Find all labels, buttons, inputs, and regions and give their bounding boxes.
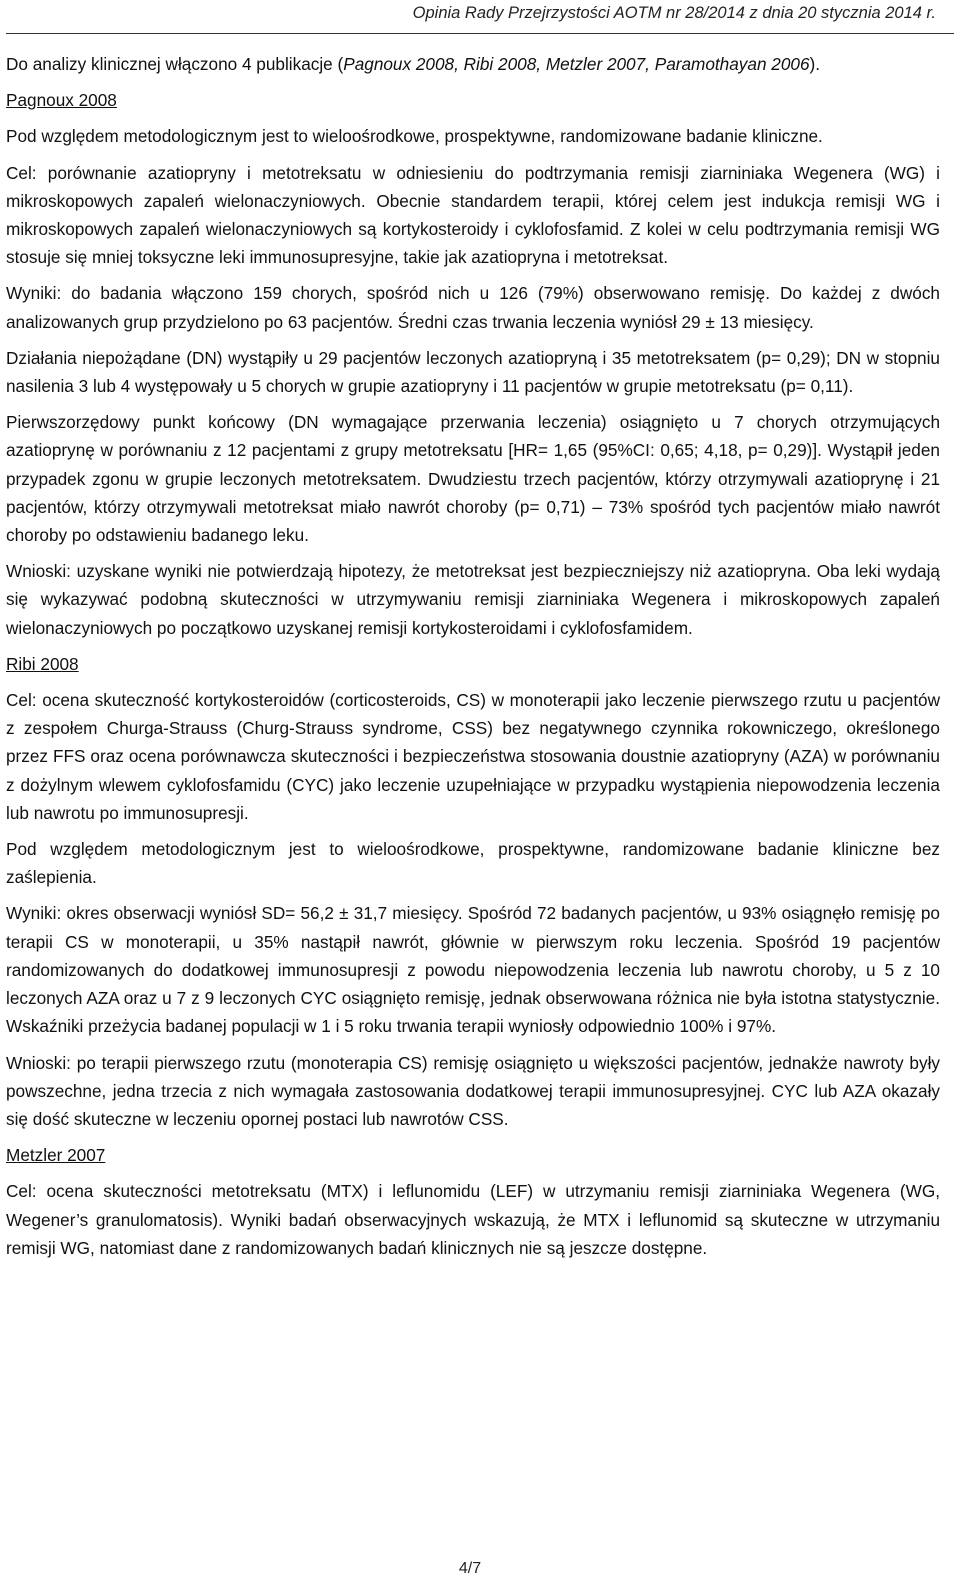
pagnoux-aim: Cel: porównanie azatiopryny i metotreksatu w odniesieniu do podtrzymania remisji ziarniniaka Wegenera (WG) i mikroskopowych zapaleń wielonaczyniowych. Obecnie standardem terapii, której celem jest indukcja remisji WG i mikroskopowych zapaleń wielonaczyniowych są kortykosteroidy i cyklofosfamid. Z kolei w celu podtrzymania remisji WG stosuje się mniej toksyczne leki immunosupresyjne, takie jak azatiopryna i metotreksat. [6,162,940,268]
pagnoux-endpoint: Pierwszorzędowy punkt końcowy (DN wymagające przerwania leczenia) osiągnięto u 7 chorych otrzymujących azatioprynę w porównaniu z 12 pacjentami z grupy metotreksatu [HR= 1,65 (95%CI: 0,65; 4,18, p= 0,29)]. Wystąpił jeden przypadek zgonu w grupie leczonych metotreksatem. Dwudziestu trzech pacjentów, którzy otrzymywali azatioprynę i 21 pacjentów, którzy otrzymywali metotreksat miało nawrót choroby (p= 0,71) – 73% spośród tych pacjentów miało nawrót choroby po odstawieniu badanego leku. [6,412,940,546]
ribi-methodology: Pod względem metodologicznym jest to wieloośrodkowe, prospektywne, randomizowane badanie kliniczne bez zaślepienia. [6,839,940,888]
metzler-aim: Cel: ocena skuteczności metotreksatu (MTX) i leflunomidu (LEF) w utrzymaniu remisji ziarniniaka Wegenera (WG, Wegener’s granulomatosis). Wyniki badań obserwacyjnych wskazują, że MTX i leflunomid są skuteczne w utrzymaniu remisji WG, natomiast dane z randomizowanych badań klinicznych nie są jeszcze dostępne. [6,1181,940,1258]
page-number: 4/7 [458,1560,482,1577]
section-heading-metzler: Metzler 2007 [6,1145,106,1166]
intro-suffix: ). [809,54,821,74]
ribi-aim: Cel: ocena skuteczność kortykosteroidów (corticosteroids, CS) w monoterapii jako leczenie pierwszego rzutu u pacjentów z zespołem Churga-Strauss (Churg-Strauss syndrome, CSS) bez negatywnego czynnika rokowniczego, określonego przez FFS oraz ocena porównawcza skuteczności i bezpieczeństwa stosowania doustnie azatiopryny (AZA) w porównaniu z dożylnym wlewem cyklofosfamidu (CYC) jako leczenie uzupełniające w przypadku wystąpienia niepowodzenia leczenia lub nawrotu po immunosupresji. [6,690,940,823]
intro-publications: Pagnoux 2008, Ribi 2008, Metzler 2007, Paramothayan 2006 [343,54,810,74]
ribi-conclusions: Wnioski: po terapii pierwszego rzutu (monoterapia CS) remisję osiągnięto u większości pacjentów, jednakże nawroty były powszechne, jedna trzecia z nich wymagała zastosowania dodatkowej terapii immunosupresyjnej. CYC lub AZA okazały się dość skuteczne w leczeniu opornej postaci lub nawrotów CSS. [6,1052,940,1129]
document-body [6,50,940,1270]
header-divider [6,33,954,34]
document-header: Opinia Rady Przejrzystości AOTM nr 28/2014 z dnia 20 stycznia 2014 r. [412,4,936,22]
pagnoux-adverse-events: Działania niepożądane (DN) wystąpiły u 29 pacjentów leczonych azatiopryną i 35 metotreksatem (p= 0,29); DN w stopniu nasilenia 3 lub 4 występowały u 5 chorych w grupie azatiopryny i 11 pacjentów w grupie metotreksatu (p= 0,11). [6,347,940,397]
section-heading-ribi: Ribi 2008 [6,653,79,674]
ribi-results: Wyniki: okres obserwacji wyniósł SD= 56,2 ± 31,7 miesięcy. Spośród 72 badanych pacjentów, u 93% osiągnęło remisję po terapii CS w monoterapii, u 35% nastąpił nawrót, głównie w pierwszym roku leczenia. Spośród 19 pacjentów randomizowanych do dodatkowej immunosupresji z powodu niepowodzenia leczenia lub nawrotu choroby, u 5 z 10 leczonych AZA oraz u 7 z 9 leczonych CYC osiągnięto remisję, jednak obserwowana różnica nie była istotna statystycznie. Wskaźniki przeżycia badanej populacji w 1 i 5 roku trwania terapii wyniosły odpowiednio 100% i 97%. [6,903,940,1037]
pagnoux-results: Wyniki: do badania włączono 159 chorych, spośród nich u 126 (79%) obserwowano remisję. Do każdej z dwóch analizowanych grup przydzielono po 63 pacjentów. Średni czas trwania leczenia wyniósł 29 ± 13 miesięcy. [6,283,940,332]
section-heading-pagnoux: Pagnoux 2008 [6,90,117,111]
intro-paragraph [6,50,940,78]
pagnoux-conclusions: Wnioski: uzyskane wyniki nie potwierdzają hipotezy, że metotreksat jest bezpieczniejszy niż azatiopryna. Oba leki wydają się wykazywać podobną skuteczności w utrzymywaniu remisji ziarniniaka Wegenera i mikroskopowych zapaleń wielonaczyniowych po początkowo uzyskanej remisji kortykosteroidami i cyklofosfamidem. [6,561,940,638]
pagnoux-methodology: Pod względem metodologicznym jest to wieloośrodkowe, prospektywne, randomizowane badanie kliniczne. [6,126,823,147]
intro-text: Do analizy klinicznej włączono 4 publikacje ( [6,54,344,74]
